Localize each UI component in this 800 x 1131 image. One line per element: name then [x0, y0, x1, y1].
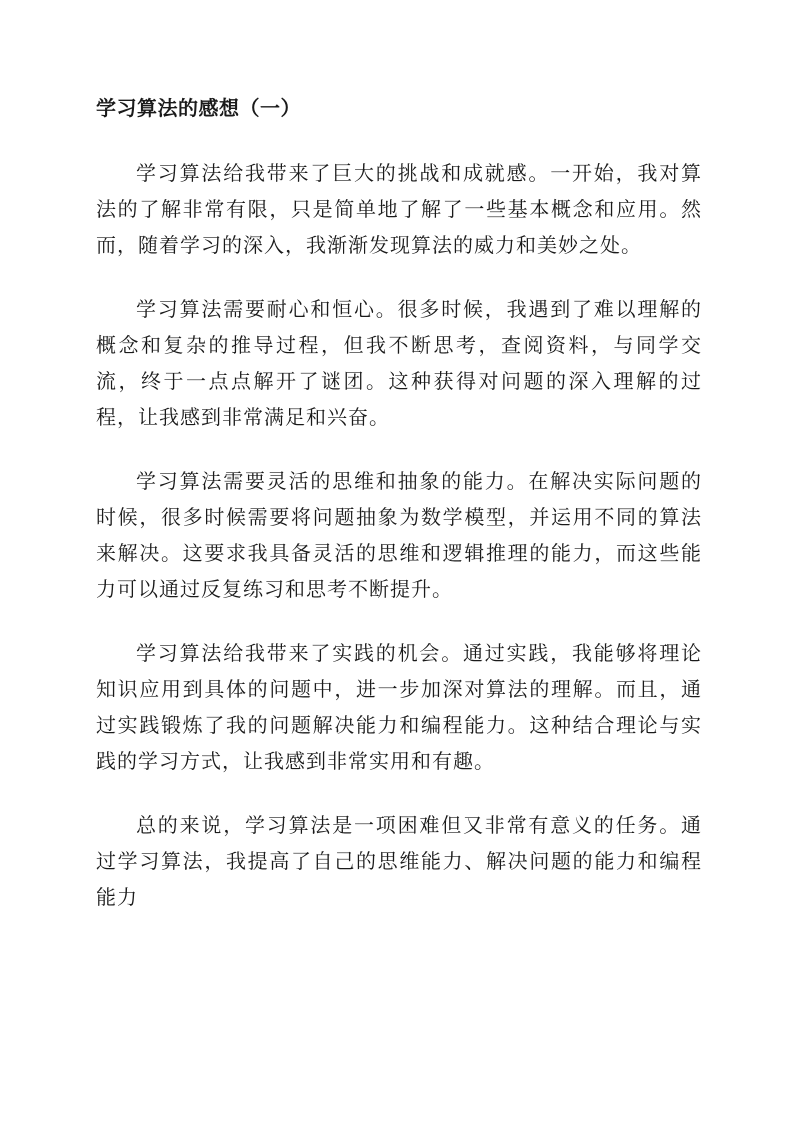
- document-title: 学习算法的感想（一）: [96, 96, 301, 120]
- paragraph-5: 总的来说，学习算法是一项困难但又非常有意义的任务。通过学习算法，我提高了自己的思维能力、解决问题的能力和编程能力: [96, 813, 702, 909]
- paragraph-3: 学习算法需要灵活的思维和抽象的能力。在解决实际问题的时候，很多时候需要将问题抽象为数学模型，并运用不同的算法来解决。这要求我具备灵活的思维和逻辑推理的能力，而这些能力可以通过反复练习和思考不断提升。: [96, 469, 702, 601]
- paragraph-4: 学习算法给我带来了实践的机会。通过实践，我能够将理论知识应用到具体的问题中，进一步加深对算法的理解。而且，通过实践锻炼了我的问题解决能力和编程能力。这种结合理论与实践的学习方式，让我感到非常实用和有趣。: [96, 641, 702, 773]
- paragraph-2: 学习算法需要耐心和恒心。很多时候，我遇到了难以理解的概念和复杂的推导过程，但我不断思考，查阅资料，与同学交流，终于一点点解开了谜团。这种获得对问题的深入理解的过程，让我感到非常满足和兴奋。: [96, 297, 702, 429]
- document-page: [96, 90, 702, 943]
- paragraph-1: 学习算法给我带来了巨大的挑战和成就感。一开始，我对算法的了解非常有限，只是简单地了解了一些基本概念和应用。然而，随着学习的深入，我渐渐发现算法的威力和美妙之处。: [96, 161, 702, 257]
